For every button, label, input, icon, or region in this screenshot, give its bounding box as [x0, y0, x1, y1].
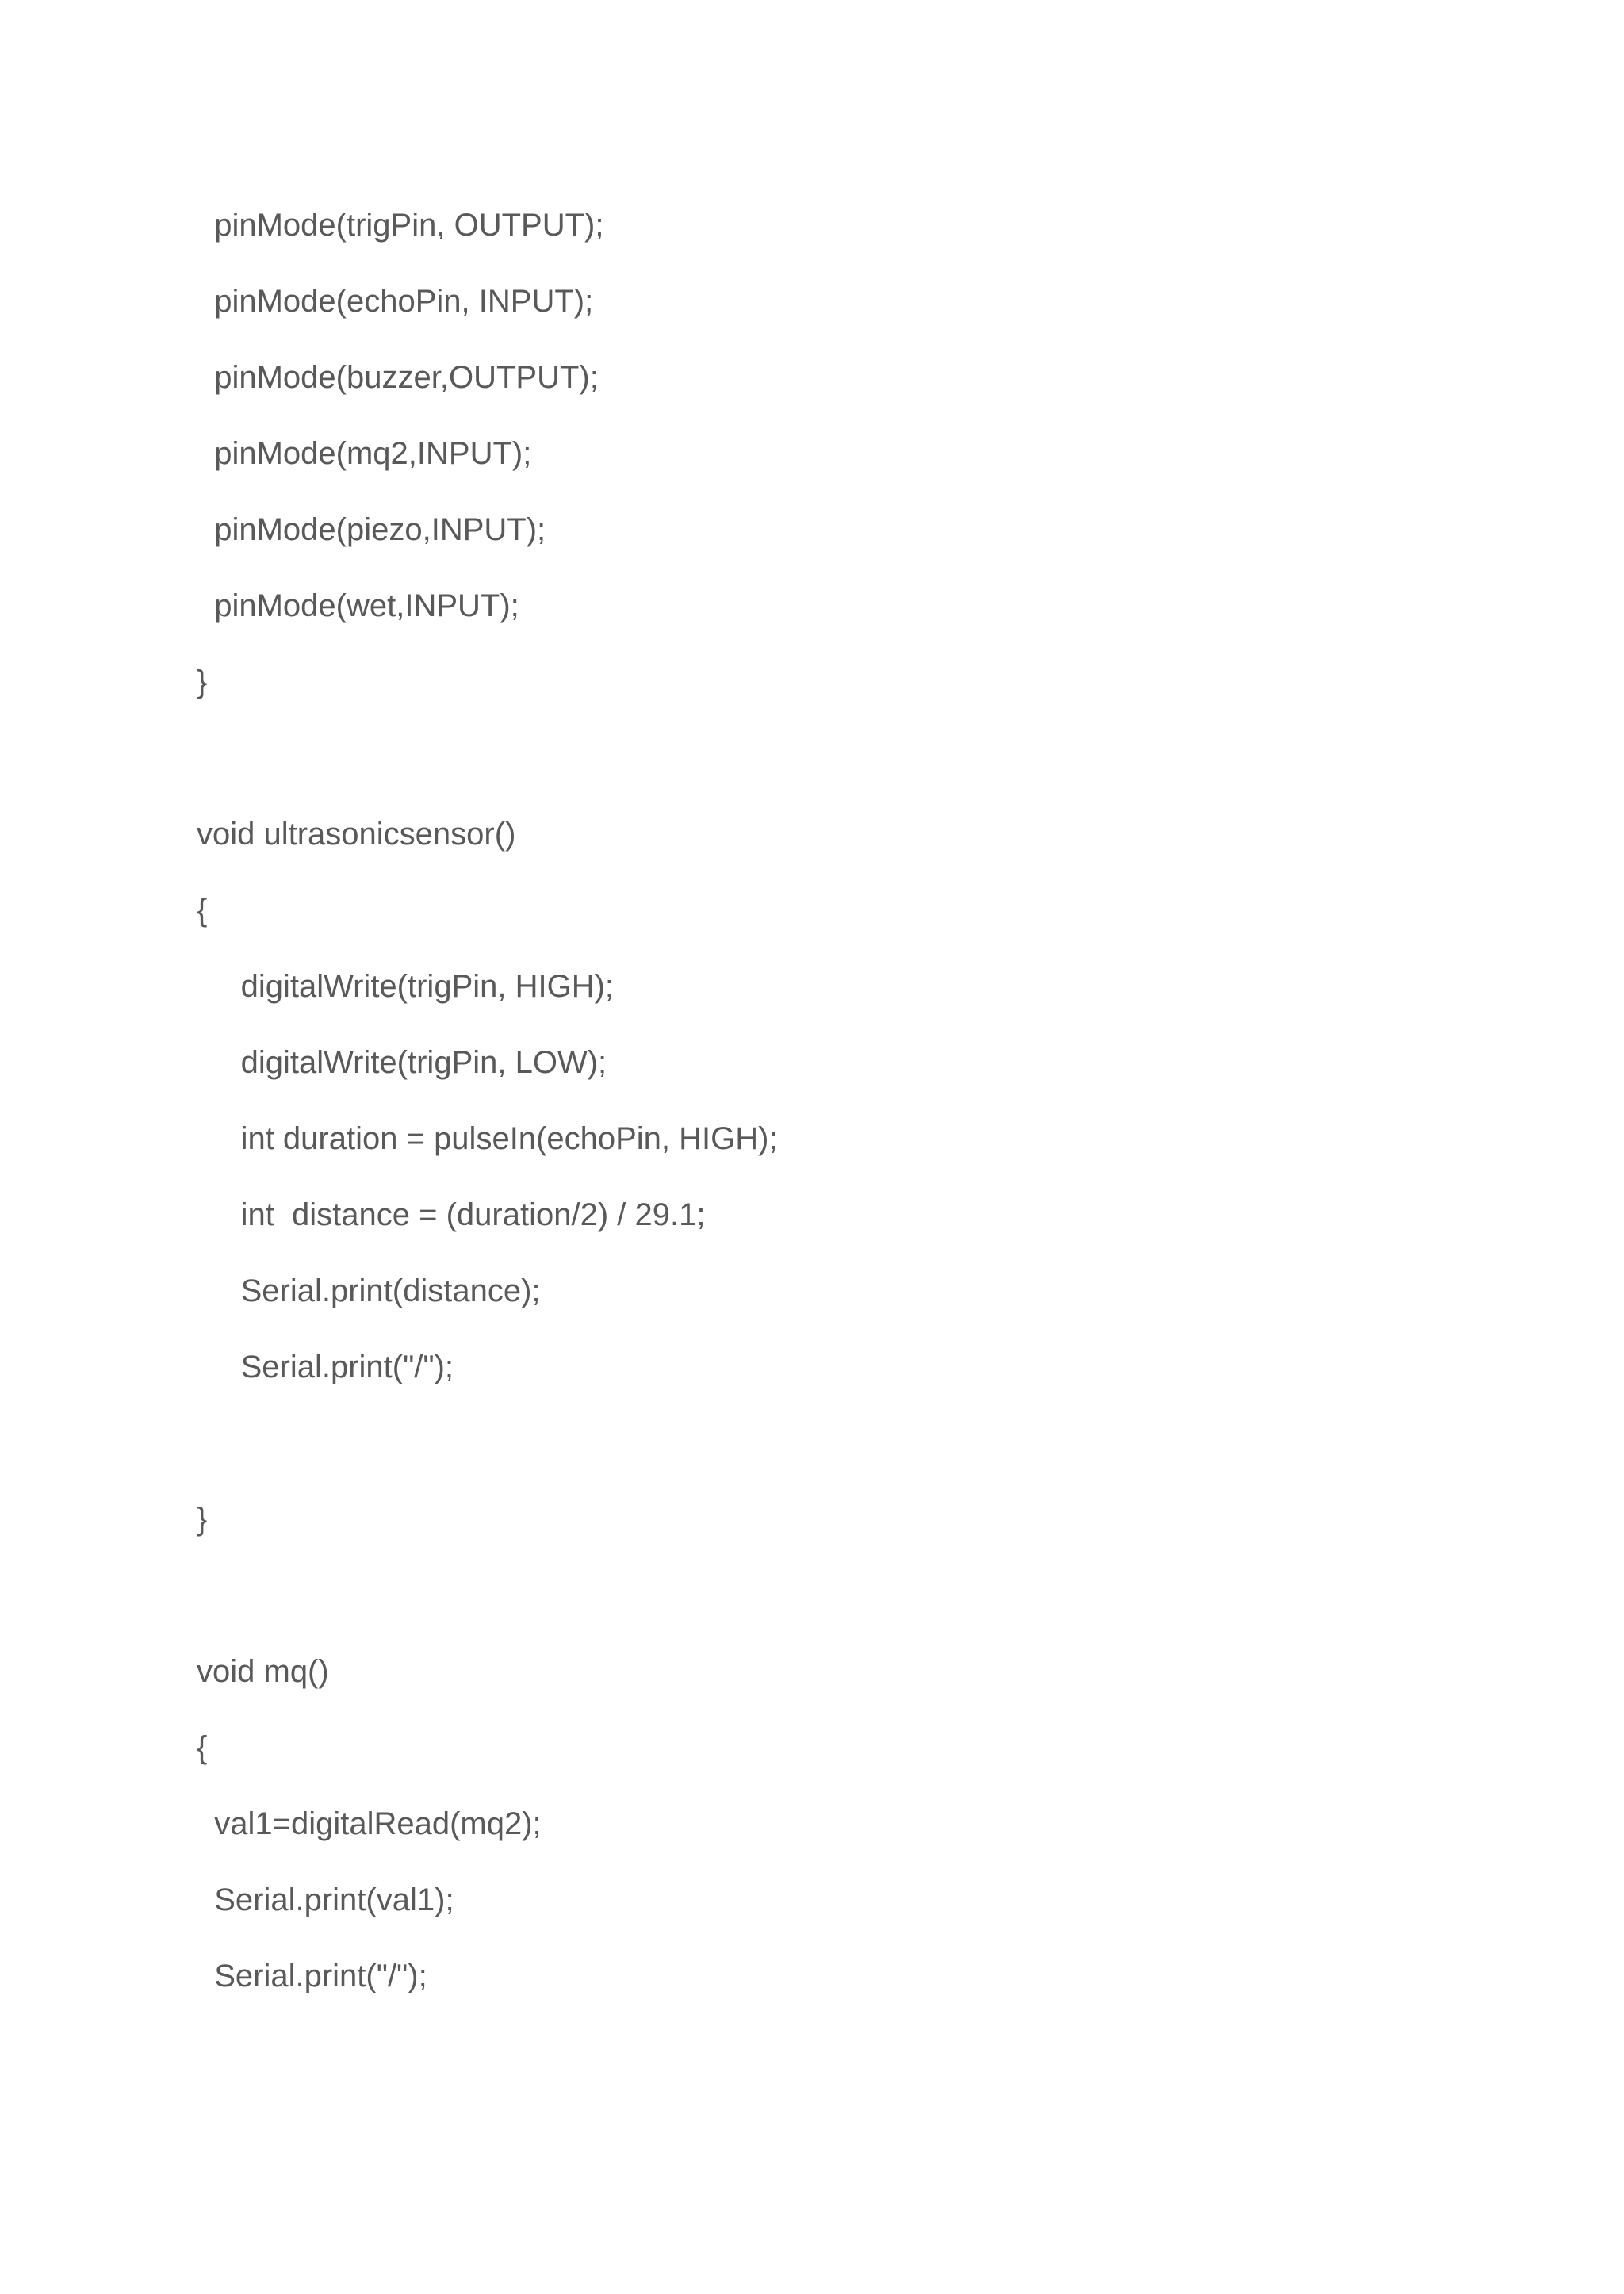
code-line: int duration = pulseIn(echoPin, HIGH);: [197, 1121, 778, 1156]
code-line: pinMode(piezo,INPUT);: [197, 512, 546, 547]
code-line: {: [197, 893, 208, 928]
code-line: Serial.print("/");: [197, 1350, 454, 1384]
blank-line: [197, 1405, 778, 1481]
code-line: void mq(): [197, 1654, 329, 1689]
code-line: pinMode(trigPin, OUTPUT);: [197, 208, 604, 243]
code-line: int distance = (duration/2) / 29.1;: [197, 1197, 706, 1232]
code-line: pinMode(wet,INPUT);: [197, 588, 519, 623]
code-line: {: [197, 1730, 208, 1765]
code-line: pinMode(echoPin, INPUT);: [197, 284, 594, 319]
blank-line: [197, 1557, 778, 1633]
code-line: digitalWrite(trigPin, LOW);: [197, 1045, 607, 1080]
code-line: void ultrasonicsensor(): [197, 817, 516, 852]
code-line: }: [197, 1502, 208, 1537]
code-line: Serial.print("/");: [197, 1959, 427, 1993]
blank-line: [197, 720, 778, 796]
code-line: Serial.print(val1);: [197, 1882, 454, 1917]
code-listing: [197, 187, 778, 2014]
code-line: pinMode(buzzer,OUTPUT);: [197, 360, 599, 395]
code-line: pinMode(mq2,INPUT);: [197, 436, 532, 471]
code-line: }: [197, 664, 208, 699]
code-line: val1=digitalRead(mq2);: [197, 1806, 542, 1841]
code-line: Serial.print(distance);: [197, 1273, 541, 1308]
code-line: digitalWrite(trigPin, HIGH);: [197, 969, 615, 1004]
